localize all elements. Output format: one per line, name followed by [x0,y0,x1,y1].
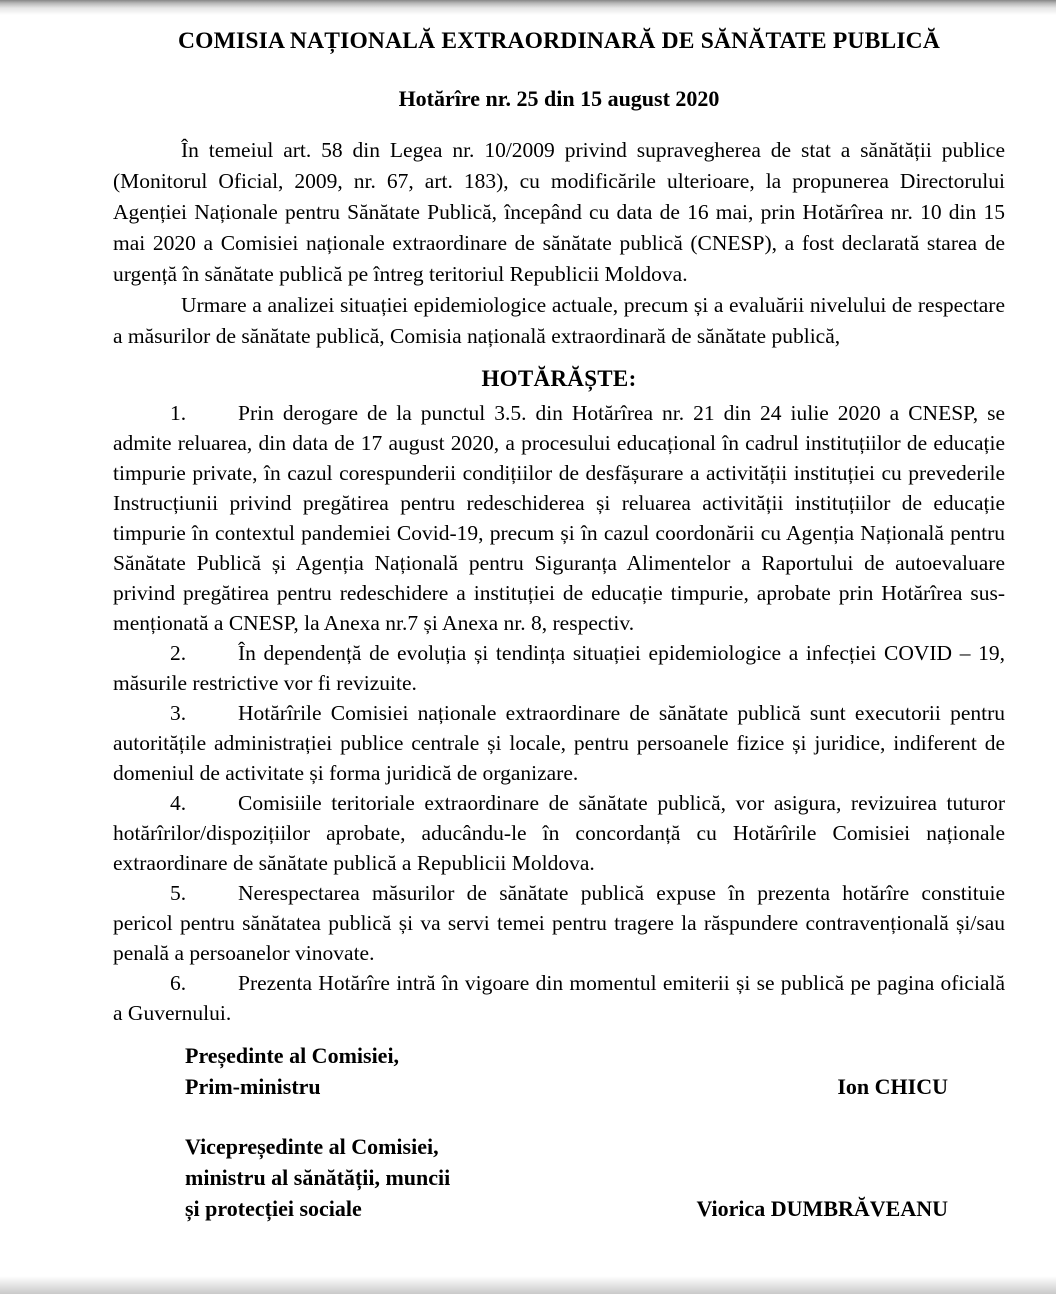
signature-title-line: și protecției sociale [185,1196,362,1221]
intro-paragraph: Urmare a analizei situației epidemiologice actuale, precum și a evaluării nivelului de respectare a măsurilor de sănătate publică, Comisia națională extraordinară de sănătate publică, [113,293,1005,348]
resolution-item [113,968,1005,1028]
signature-title-line: Vicepreședinte al Comisiei, [185,1134,439,1159]
resolution-heading: HOTĂRĂȘTE: [481,366,637,391]
signature-titles [185,1040,399,1102]
item-text: Nerespectarea măsurilor de sănătate publică expuse în prezenta hotărîre constituie pericol pentru sănătatea publică și va servi temei pentru tragere la răspundere contravențională și/sau penală a persoanelor vinovate. [113,881,1005,965]
item-number: 5. [170,881,187,905]
page-bottom-shadow [0,1276,1056,1294]
signature-block-vice-president [185,1131,948,1224]
item-number: 1. [170,401,187,425]
document-subtitle: Hotărîre nr. 25 din 15 august 2020 [398,86,720,111]
item-number: 4. [170,791,187,815]
signature-name: Ion CHICU [837,1074,948,1099]
item-text: Prezenta Hotărîre intră în vigoare din momentul emiterii și se publică pe pagina oficială a Guvernului. [113,971,1005,1025]
signature-title-line: ministru al sănătății, muncii [185,1165,451,1190]
resolution-item [113,398,1005,638]
item-text: Hotărîrile Comisiei naționale extraordinare de sănătate publică sunt executorii pentru autoritățile administrației publice centrale și locale, pentru persoanele fizice și juridice, indiferent de domeniul de activitate și forma juridică de organizare. [113,701,1005,785]
item-text: Comisiile teritoriale extraordinare de sănătate publică, vor asigura, revizuirea tuturor hotărîrilor/dispozițiilor aprobate, aducându-le în concordanță cu Hotărîrile Comisiei naționale extraordinare de sănătate publică a Republicii Moldova. [113,791,1005,875]
resolution-item [113,788,1005,878]
intro-paragraph: În temeiul art. 58 din Legea nr. 10/2009 privind supravegherea de stat a sănătății publice (Monitorul Oficial, 2009, nr. 67, art. 183), cu modificările ulterioare, la propunerea Directorului Agenției Naționale pentru Sănătate Publică, începând cu data de 16 mai, prin Hotărîrea nr. 10 din 15 mai 2020 a Comisiei naționale extraordinare de sănătate publică (CNESP), a fost declarată starea de urgență în sănătate publică pe întreg teritoriul Republicii Moldova. [113,138,1005,286]
resolution-item [113,638,1005,698]
resolution-item [113,878,1005,968]
signatures-section [113,1040,1005,1224]
signature-name: Viorica DUMBRĂVEANU [696,1196,948,1221]
item-number: 6. [170,971,187,995]
item-text: Prin derogare de la punctul 3.5. din Hotărîrea nr. 21 din 24 iulie 2020 a CNESP, se admite reluarea, din data de 17 august 2020, a procesului educațional în cadrul instituțiilor de educație timpurie private, în cazul corespunderii condițiilor de desfășurare a activității instituției cu prevederile Instrucțiunii privind pregătirea pentru redeschiderea și reluarea activității instituțiilor de educație timpurie în contextul pandemiei Covid-19, precum și în cazul coordonării cu Agenția Națională pentru Sănătate Publică și Agenția Națională pentru Siguranța Alimentelor a Raportului de autoevaluare privind pregătirea pentru redeschidere a instituției de educație timpurie, aprobate prin Hotărîrea sus-menționată a CNESP, la Anexa nr.7 și Anexa nr. 8, respectiv. [113,401,1005,635]
item-number: 2. [170,641,187,665]
signature-title-line: Președinte al Comisiei, [185,1043,400,1068]
signature-block-president [185,1040,948,1102]
signature-titles [185,1131,450,1224]
resolution-item [113,698,1005,788]
item-number: 3. [170,701,187,725]
document-title: COMISIA NAȚIONALĂ EXTRAORDINARĂ DE SĂNĂTATE PUBLICĂ [177,28,941,54]
item-text: În dependență de evoluția și tendința situației epidemiologice a infecției COVID – 19, măsurile restrictive vor fi revizuite. [113,641,1005,695]
signature-title-line: Prim-ministru [185,1074,321,1099]
